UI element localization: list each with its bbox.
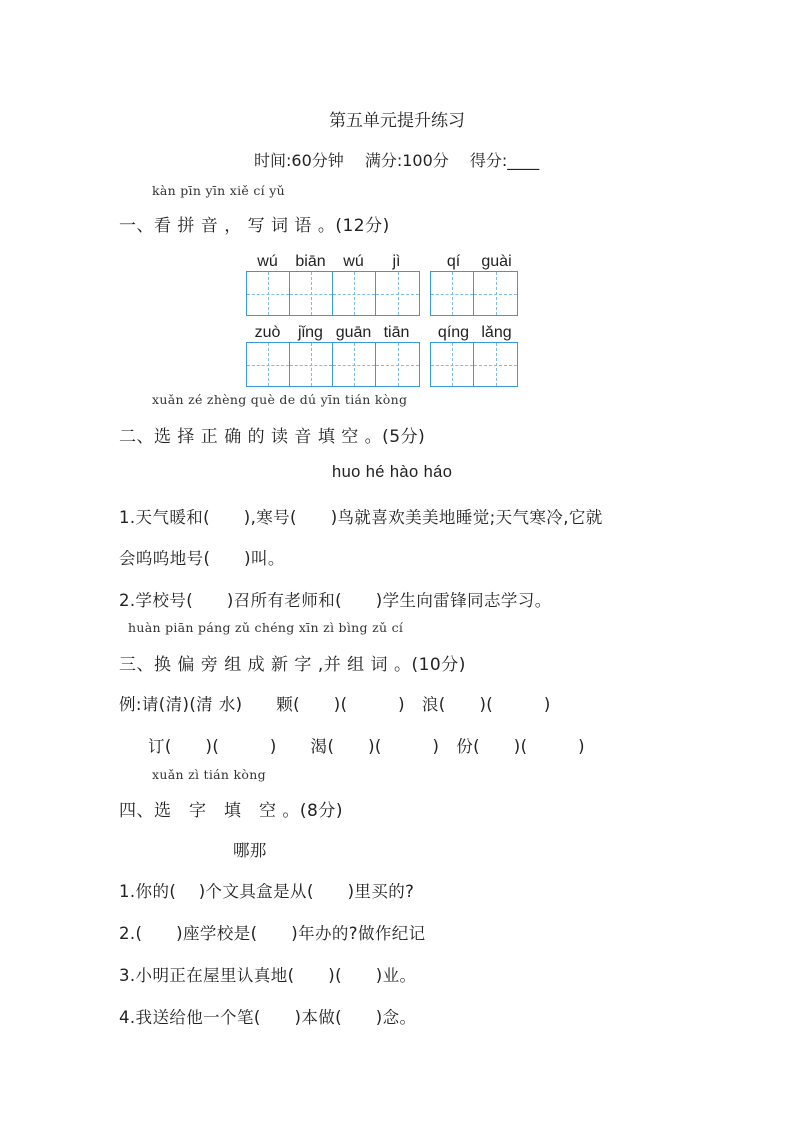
writing-grid-group <box>246 271 420 316</box>
section2-pinyin: xuǎn zé zhèng què de dú yīn tián kòng <box>152 392 408 407</box>
pinyin-word: jǐng <box>298 324 323 341</box>
writing-grid-group <box>246 342 420 387</box>
writing-cell[interactable] <box>431 343 474 386</box>
writing-grid-row-2 <box>246 342 528 387</box>
writing-grid-row-1 <box>246 271 528 316</box>
section1-pinyin: kàn pīn yīn xiě cí yǔ <box>152 183 285 198</box>
section4-question-4: 4.我送给他一个笔( )本做( )念。 <box>119 1008 417 1027</box>
section4-options: 哪那 <box>233 841 267 860</box>
writing-cell[interactable] <box>376 343 419 386</box>
section4-question-2: 2.( )座学校是( )年办的?做作纪记 <box>119 924 426 943</box>
score-field[interactable]: 得分:____ <box>469 151 540 170</box>
writing-cell[interactable] <box>290 343 333 386</box>
time-limit: 时间:60分钟 <box>254 151 344 170</box>
section2-question-2: 2.学校号( )召所有老师和( )学生向雷锋同志学习。 <box>119 591 552 610</box>
section3-heading: 三、换 偏 旁 组 成 新 字 ,并 组 词 。(10分) <box>119 655 466 675</box>
exam-meta <box>254 148 555 171</box>
pinyin-row-1 <box>246 253 518 271</box>
pinyin-word: jì <box>392 253 401 270</box>
writing-cell[interactable] <box>333 272 376 315</box>
section2-question-1b: 会呜呜地号( )叫。 <box>119 549 285 568</box>
section4-pinyin: xuǎn zì tián kòng <box>152 767 266 782</box>
pinyin-word: qí <box>446 253 461 270</box>
section4-heading: 四、选 字 填 空 。(8分) <box>119 801 343 821</box>
full-score: 满分:100分 <box>364 151 449 170</box>
writing-cell[interactable] <box>290 272 333 315</box>
section2-heading: 二、选 择 正 确 的 读 音 填 空 。(5分) <box>119 427 426 447</box>
section3-row-2: 订( )( ) 渴( )( ) 份( )( ) <box>148 737 585 756</box>
writing-cell[interactable] <box>474 343 517 386</box>
writing-cell[interactable] <box>431 272 474 315</box>
writing-cell[interactable] <box>247 343 290 386</box>
section4-question-1: 1.你的( )个文具盒是从( )里买的? <box>119 882 415 901</box>
pinyin-word: biān <box>295 253 326 270</box>
section4-question-3: 3.小明正在屋里认真地( )( )业。 <box>119 966 417 985</box>
writing-cell[interactable] <box>376 272 419 315</box>
pinyin-word: wú <box>257 253 278 270</box>
pinyin-word: wú <box>343 253 364 270</box>
pinyin-row-2 <box>246 324 518 342</box>
writing-cell[interactable] <box>333 343 376 386</box>
pinyin-word: guài <box>481 253 512 270</box>
writing-grid-group <box>430 271 518 316</box>
pinyin-word: qíng <box>437 324 470 341</box>
writing-grid-group <box>430 342 518 387</box>
pinyin-word: zuò <box>254 324 281 341</box>
writing-cell[interactable] <box>474 272 517 315</box>
pinyin-word: lǎng <box>481 324 512 341</box>
pinyin-word: tiān <box>383 324 410 341</box>
writing-cell[interactable] <box>247 272 290 315</box>
section2-question-1a: 1.天气暖和( ),寒号( )鸟就喜欢美美地睡觉;天气寒冷,它就 <box>119 508 603 527</box>
page-title: 第五单元提升练习 <box>329 111 465 131</box>
section1-heading: 一、看 拼 音 ， 写 词 语 。(12分) <box>119 216 390 236</box>
section2-options: huo hé hào háo <box>332 463 453 481</box>
section3-pinyin: huàn piān páng zǔ chéng xīn zì bìng zǔ cí <box>128 620 404 635</box>
section3-row-1: 例:请(清)(清 水) 颗( )( ) 浪( )( ) <box>119 695 551 714</box>
pinyin-word: guān <box>335 324 372 341</box>
